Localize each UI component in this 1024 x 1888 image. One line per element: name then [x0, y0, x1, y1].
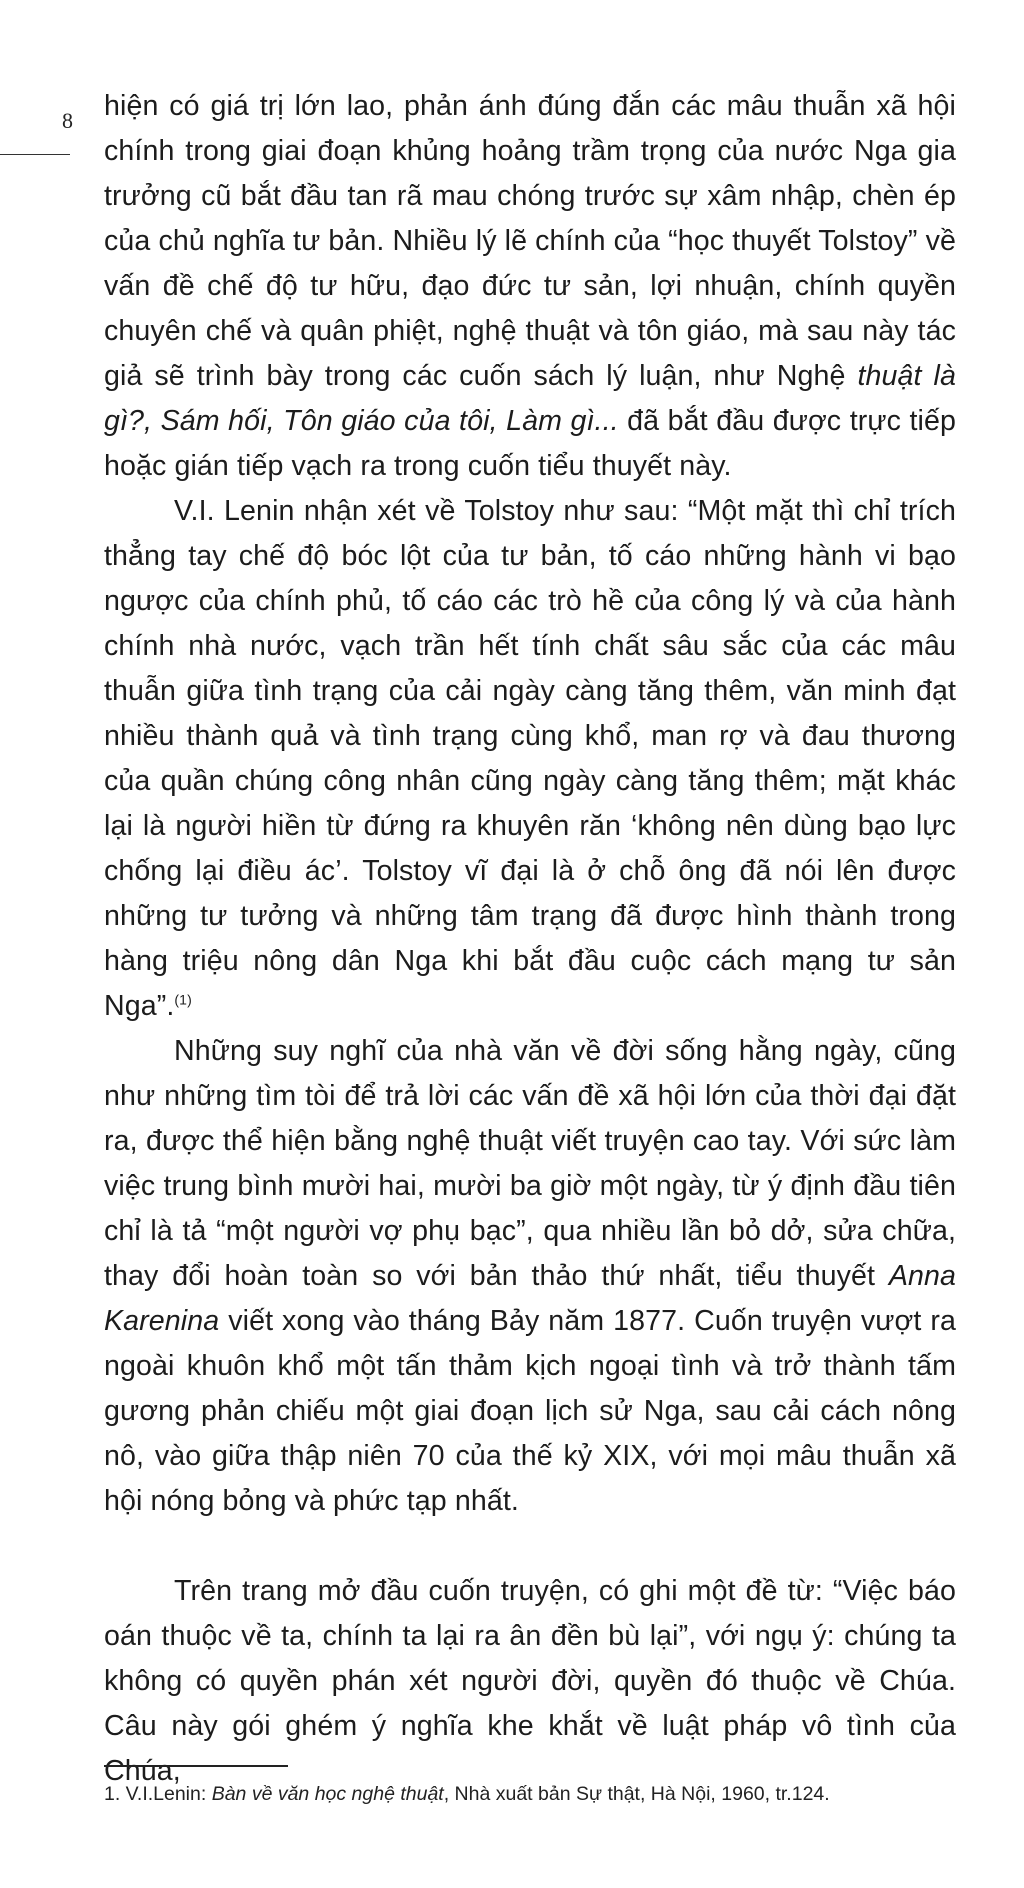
italic-novel-title: Anna Karenina	[104, 1260, 956, 1337]
footnote-marker[interactable]: (1)	[174, 991, 192, 1008]
paragraph-2	[104, 489, 956, 1029]
paragraph-1	[104, 84, 956, 489]
footnote	[104, 1780, 964, 1808]
text-segment: viết xong vào tháng Bảy năm 1877. Cuốn truyện vượt ra ngoài khuôn khổ một tấn thảm kịch ngoại tình và trở thành tấm gương phản chiếu một giai đoạn lịch sử Nga, sau cải cách nông nô, vào giữa thập niên 70 của thế kỷ XIX, với mọi mâu thuẫn xã hội nóng bỏng và phức tạp nhất.	[104, 1305, 956, 1517]
section-gap	[104, 1524, 956, 1569]
text-segment: Những suy nghĩ của nhà văn về đời sống hằng ngày, cũng như những tìm tòi để trả lời các vấn đề xã hội lớn của thời đại đặt ra, được thể hiện bằng nghệ thuật viết truyện cao tay. Với sức làm việc trung bình mười hai, mười ba giờ một ngày, từ ý định đầu tiên chỉ là tả “một người vợ phụ bạc”, qua nhiều lần bỏ dở, sửa chữa, thay đổi hoàn toàn so với bản thảo thứ nhất, tiểu thuyết	[104, 1035, 956, 1292]
text-segment: hiện có giá trị lớn lao, phản ánh đúng đắn các mâu thuẫn xã hội chính trong giai đoạn khủng hoảng trầm trọng của nước Nga gia trưởng cũ bắt đầu tan rã mau chóng trước sự xâm nhập, chèn ép của chủ nghĩa tư bản. Nhiều lý lẽ chính của “học thuyết Tolstoy” về vấn đề chế độ tư hữu, đạo đức tư sản, lợi nhuận, chính quyền chuyên chế và quân phiệt, nghệ thuật và tôn giáo, mà sau này tác giả sẽ trình bày trong các cuốn sách lý luận, như Nghệ	[104, 90, 956, 392]
footnote-divider	[104, 1765, 288, 1767]
paragraph-4	[104, 1569, 956, 1794]
margin-rule	[0, 154, 70, 155]
text-segment: V.I. Lenin nhận xét về Tolstoy như sau: “Một mặt thì chỉ trích thẳng tay chế độ bóc lột của tư bản, tố cáo những hành vi bạo ngược của chính phủ, tố cáo các trò hề của công lý và của hành chính nhà nước, vạch trần hết tính chất sâu sắc của các mâu thuẫn giữa tình trạng của cải ngày càng tăng thêm, văn minh đạt nhiều thành quả và tình trạng cùng khổ, man rợ và đau thương của quần chúng công nhân cũng ngày càng tăng thêm; mặt khác lại là người hiền từ đứng ra khuyên răn ‘không nên dùng bạo lực chống lại điều ác’. Tolstoy vĩ đại là ở chỗ ông đã nói lên được những tư tưởng và những tâm trạng đã được hình thành trong hàng triệu nông dân Nga khi bắt đầu cuộc cách mạng tư sản Nga”.	[104, 495, 956, 1022]
text-segment: Trên trang mở đầu cuốn truyện, có ghi một đề từ: “Việc báo oán thuộc về ta, chính ta lại ra ân đền bù lại”, với ngụ ý: chúng ta không có quyền phán xét người đời, quyền đó thuộc về Chúa. Câu này gói ghém ý nghĩa khe khắt về luật pháp vô tình của Chúa,	[104, 1575, 956, 1787]
body-text	[104, 84, 956, 1794]
paragraph-3	[104, 1029, 956, 1524]
text-segment: đã bắt đầu được trực tiếp hoặc gián tiếp vạch ra trong cuốn tiểu thuyết này.	[104, 405, 956, 482]
footnote-text: 1. V.I.Lenin:	[104, 1783, 212, 1805]
italic-book-titles: thuật là gì?, Sám hối, Tôn giáo của tôi, Làm gì...	[104, 360, 956, 437]
footnote-book-title: Bàn về văn học nghệ thuật	[211, 1783, 444, 1805]
footnote-text: , Nhà xuất bản Sự thật, Hà Nội, 1960, tr.124.	[443, 1783, 830, 1805]
page-number: 8	[62, 108, 73, 133]
